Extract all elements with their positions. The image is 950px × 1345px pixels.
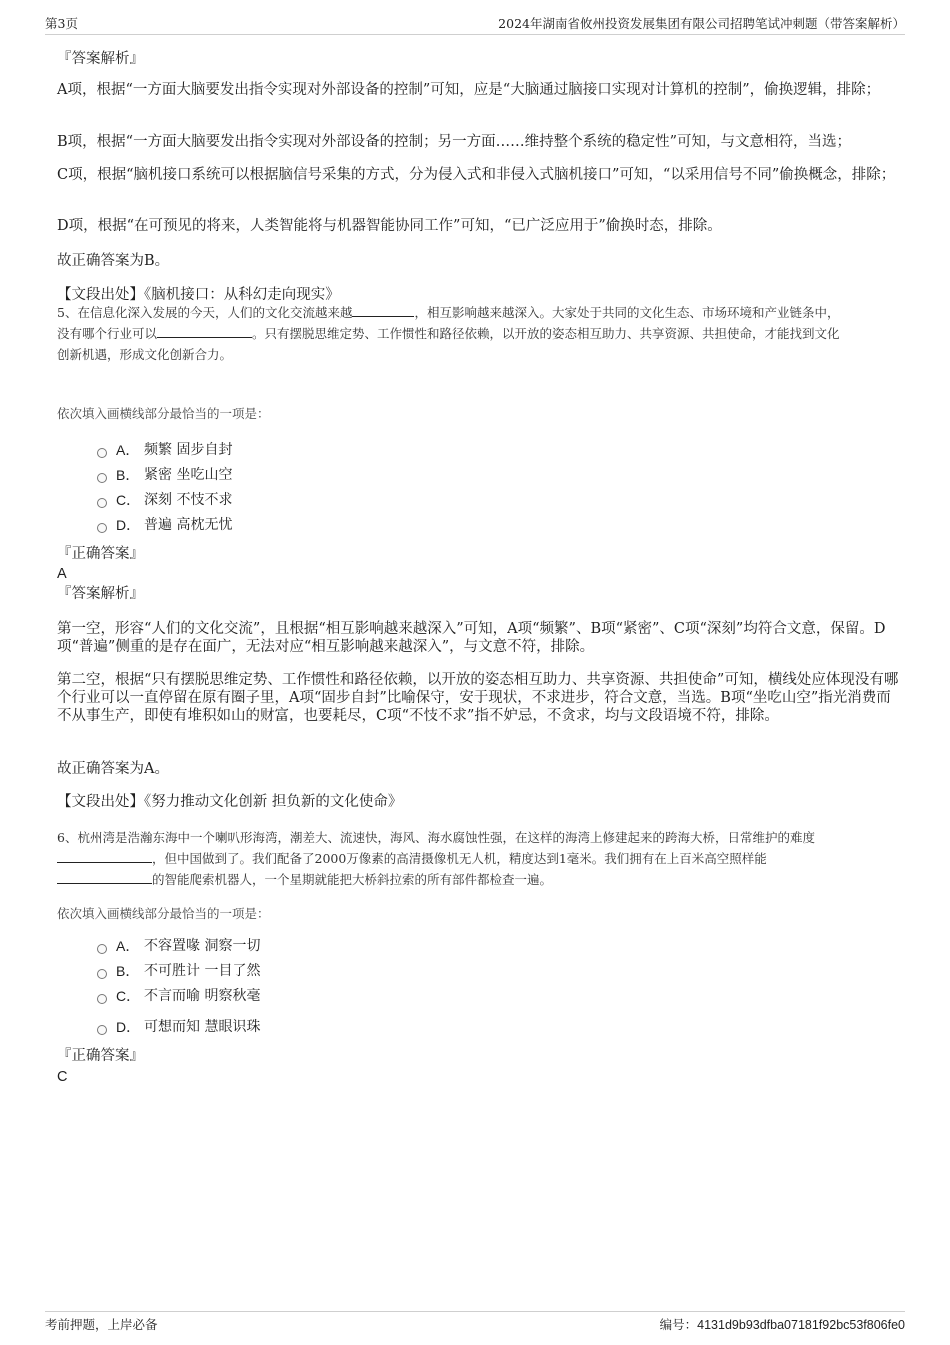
q5-answer: A — [57, 566, 67, 582]
radio-icon[interactable] — [97, 1025, 107, 1035]
radio-icon[interactable] — [97, 448, 107, 458]
radio-icon[interactable] — [97, 994, 107, 1004]
option-c[interactable]: C． 不言而喻 明察秋毫 — [97, 984, 902, 1009]
radio-icon[interactable] — [97, 944, 107, 954]
prev-conclusion: 故正确答案为B。 — [57, 253, 170, 269]
prev-analysis-item-d: D项，根据“在可预见的将来，人类智能将与机器智能协同工作”可知，“已广泛应用于”偷换时态，排除。 — [57, 218, 722, 234]
blank-1 — [352, 304, 414, 317]
option-c[interactable]: C． 深刻 不忮不求 — [97, 488, 902, 513]
question-6-options — [97, 934, 902, 1040]
page-footer — [45, 1311, 905, 1335]
question-6-instruction: 依次填入画横线部分最恰当的一项是： — [57, 906, 270, 921]
blank-2 — [57, 871, 152, 884]
footer-slogan: 考前押题，上岸必备 — [45, 1317, 158, 1332]
blank-1 — [57, 850, 152, 863]
page-number: 第3页 — [45, 16, 78, 31]
q5-correct-answer-tag: 『正确答案』 — [57, 546, 144, 562]
option-b[interactable]: B． 不可胜计 一目了然 — [97, 959, 902, 984]
prev-analysis-tag: 『答案解析』 — [57, 51, 144, 67]
question-5-stem: 5、在信息化深入发展的今天，人们的文化交流越来越 ，相互影响越来越深入。大家处于共同的文化生态、市场环境和产业链条中， 没有哪个行业可以 。只有摆脱思维定势、工作惯性和路径依赖，以开放的姿态相互助力、共享资源、共担使命，才能找到文化 创新机遇，形成文化创新合力。 — [57, 305, 840, 362]
option-b[interactable]: B． 紧密 坐吃山空 — [97, 463, 902, 488]
q5-conclusion: 故正确答案为A。 — [57, 761, 169, 777]
blank-2 — [157, 325, 252, 338]
radio-icon[interactable] — [97, 498, 107, 508]
option-d[interactable]: D． 可想而知 慧眼识珠 — [97, 1015, 902, 1040]
question-5-instruction: 依次填入画横线部分最恰当的一项是： — [57, 406, 270, 421]
option-a[interactable]: A． 不容置喙 洞察一切 — [97, 934, 902, 959]
prev-analysis-item-c: C项，根据“脑机接口系统可以根据脑信号采集的方式，分为侵入式和非侵入式脑机接口”可知，“以采用信号不同”偷换概念，排除； — [57, 167, 896, 183]
radio-icon[interactable] — [97, 523, 107, 533]
q5-source: 【文段出处】《努力推动文化创新 担负新的文化使命》 — [57, 794, 403, 810]
footer-serial: 编号：4131d9b93dfba07181f92bc53f806fe0 — [659, 1318, 905, 1332]
radio-icon[interactable] — [97, 969, 107, 979]
q5-analysis-para-2: 第二空，根据“只有摆脱思维定势、工作惯性和路径依赖，以开放的姿态相互助力、共享资源、共担使命”可知，横线处应体现没有哪个行业可以一直停留在原有圈子里，A项“固步自封”比喻保守，安于现状，不求进步，符合文意，当选。B项“坐吃山空”指光消费而不从事生产，即使有堆积如山的财富，也要耗尽，C项“不忮不求”指不妒忌，不贪求，均与文段语境不符，排除。 — [57, 672, 899, 724]
question-6-stem: 6、杭州湾是浩瀚东海中一个喇叭形海湾，潮差大、流速快，海风、海水腐蚀性强，在这样的海湾上修建起来的跨海大桥，日常维护的难度 ，但中国做到了。我们配备了2000万像素的高清摄像机无人机，精度达到1毫米。我们拥有在上百米高空照样能 的智能爬索机器人，一个星期就能把大桥斜拉索的所有部件都检查一遍。 — [57, 830, 815, 887]
page-header — [45, 14, 905, 35]
prev-analysis-item-a: A项，根据“一方面大脑要发出指令实现对外部设备的控制”可知，应是“大脑通过脑接口实现对计算机的控制”，偷换逻辑，排除； — [57, 82, 881, 98]
q6-answer: C — [57, 1069, 68, 1085]
option-d[interactable]: D． 普遍 高枕无忧 — [97, 513, 902, 538]
prev-analysis-item-b: B项，根据“一方面大脑要发出指令实现对外部设备的控制；另一方面……维持整个系统的稳定性”可知，与文意相符，当选； — [57, 134, 851, 150]
radio-icon[interactable] — [97, 473, 107, 483]
document-title: 2024年湖南省攸州投资发展集团有限公司招聘笔试冲刺题（带答案解析） — [498, 16, 905, 31]
option-a[interactable]: A． 频繁 固步自封 — [97, 438, 902, 463]
question-5-options — [97, 438, 902, 538]
prev-source: 【文段出处】《脑机接口：从科幻走向现实》 — [57, 287, 340, 303]
q5-analysis-para-1: 第一空，形容“人们的文化交流”，且根据“相互影响越来越深入”可知，A项“频繁”、B项“紧密”、C项“深刻”均符合文意，保留。D项“普遍”侧重的是存在面广，无法对应“相互影响越来越深入”，与文意不符，排除。 — [57, 621, 886, 655]
q5-analysis-tag: 『答案解析』 — [57, 586, 144, 602]
q6-correct-answer-tag: 『正确答案』 — [57, 1048, 144, 1064]
